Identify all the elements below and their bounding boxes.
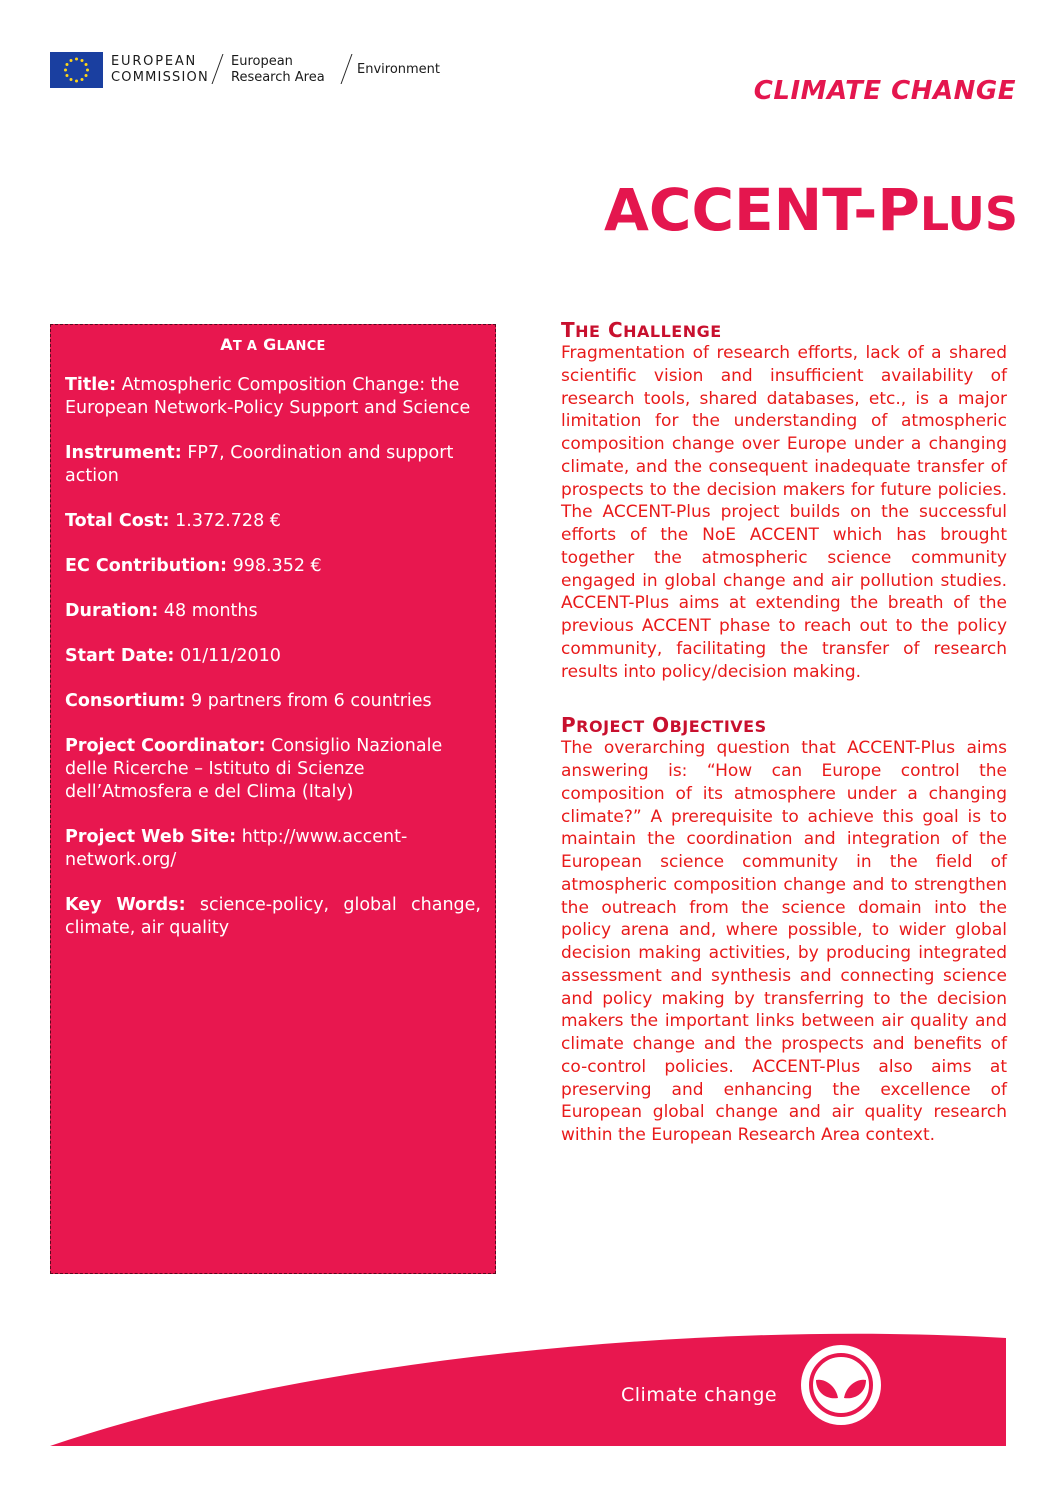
- header: [50, 50, 470, 90]
- objectives-heading: PROJECT OBJECTIVES: [561, 713, 767, 738]
- glance-item-label: Project Web Site:: [65, 827, 237, 847]
- glance-item: [65, 442, 481, 488]
- eu-flag-icon: [50, 52, 103, 88]
- glance-item: [65, 690, 481, 713]
- at-a-glance-box: [50, 324, 496, 1274]
- footer-label: Climate change: [621, 1384, 778, 1406]
- challenge-text: Fragmentation of research efforts, lack of a shared scientific vision and insufficient availability of research tools, shared databases, etc., is a major limitation for the understanding of atmospheric composition change over Europe under a changing climate, and the consequent inadequate transfer of prospects to the decision makers for future policies. The ACCENT-Plus project builds on the successful efforts of the NoE ACCENT which has brought together the atmospheric science community engaged in global change and air pollution studies. ACCENT-Plus aims at extending the breath of the previous ACCENT phase to reach out to the policy community, facilitating the transfer of research results into policy/decision making.: [561, 343, 1007, 682]
- divider: [212, 54, 224, 84]
- glance-heading: AT A GLANCE: [220, 335, 326, 354]
- glance-item-label: Instrument:: [65, 443, 182, 463]
- challenge-heading: THE CHALLENGE: [561, 318, 722, 342]
- glance-item-label: Start Date:: [65, 646, 175, 666]
- glance-item: [65, 555, 481, 578]
- commission-wordmark: [111, 54, 209, 86]
- glance-item: [65, 510, 481, 533]
- glance-item-label: Key Words:: [65, 895, 186, 915]
- era-wordmark: [231, 54, 325, 86]
- glance-item: [65, 735, 481, 804]
- glance-item-label: Total Cost:: [65, 511, 170, 531]
- glance-item-label: Project Coordinator:: [65, 736, 266, 756]
- glance-item-value: 48 months: [163, 601, 258, 621]
- environment-label: Environment: [357, 62, 441, 77]
- right-column: [561, 318, 1007, 1147]
- commission-line1: EUROPEAN: [111, 54, 198, 69]
- commission-line2: COMMISSION: [111, 70, 209, 85]
- glance-item-value[interactable]: http://www.accent-network.org/: [65, 827, 408, 870]
- glance-item-value: 01/11/2010: [180, 646, 281, 666]
- glance-item-value: science-policy, global change, climate, air quality: [65, 895, 481, 938]
- glance-item-value: FP7, Coordination and support action: [65, 443, 454, 486]
- glance-item: [65, 826, 481, 872]
- glance-item: [65, 374, 481, 420]
- glance-item-label: Consortium:: [65, 691, 186, 711]
- glance-item-label: EC Contribution:: [65, 556, 228, 576]
- glance-item-value: 9 partners from 6 countries: [191, 691, 432, 711]
- glance-item-value: Atmospheric Composition Change: the European Network-Policy Support and Science: [65, 375, 471, 418]
- objectives-text: The overarching question that ACCENT-Plus aims answering is: “How can Europe control the composition of its atmosphere under a changing climate?” A prerequisite to achieve this goal is to maintain the coordination and integration of the European science community in the field of atmospheric composition change and to strengthen the outreach from the science domain into the policy arena and, where possible, to wider global decision making activities, by producing integrated assessment and synthesis and connecting science and policy making by transferring to the decision makers the important links between air quality and climate change and the prospects and benefits of co-control policies. ACCENT-Plus also aims at preserving and enhancing the excellence of European global change and air quality research within the European Research Area context.: [561, 738, 1007, 1145]
- project-title: ACCENT-PLUS: [604, 176, 1018, 244]
- glance-item-value: 1.372.728 €: [175, 511, 281, 531]
- glance-items: [65, 374, 481, 940]
- glance-item: [65, 894, 481, 940]
- glance-item: [65, 600, 481, 623]
- theme-label: CLIMATE CHANGE: [753, 76, 1016, 106]
- divider: [341, 54, 353, 84]
- glance-item-label: Title:: [65, 375, 117, 395]
- glance-item-value: 998.352 €: [232, 556, 322, 576]
- era-line2: Research Area: [231, 70, 325, 85]
- era-line1: European: [231, 54, 293, 69]
- glance-item-value: Consiglio Nazionale delle Ricerche – Istituto di Scienze dell’Atmosfera e del Clima (Italy): [65, 736, 443, 802]
- footer-banner: [0, 1320, 1058, 1480]
- glance-item-label: Duration:: [65, 601, 159, 621]
- glance-item: [65, 645, 481, 668]
